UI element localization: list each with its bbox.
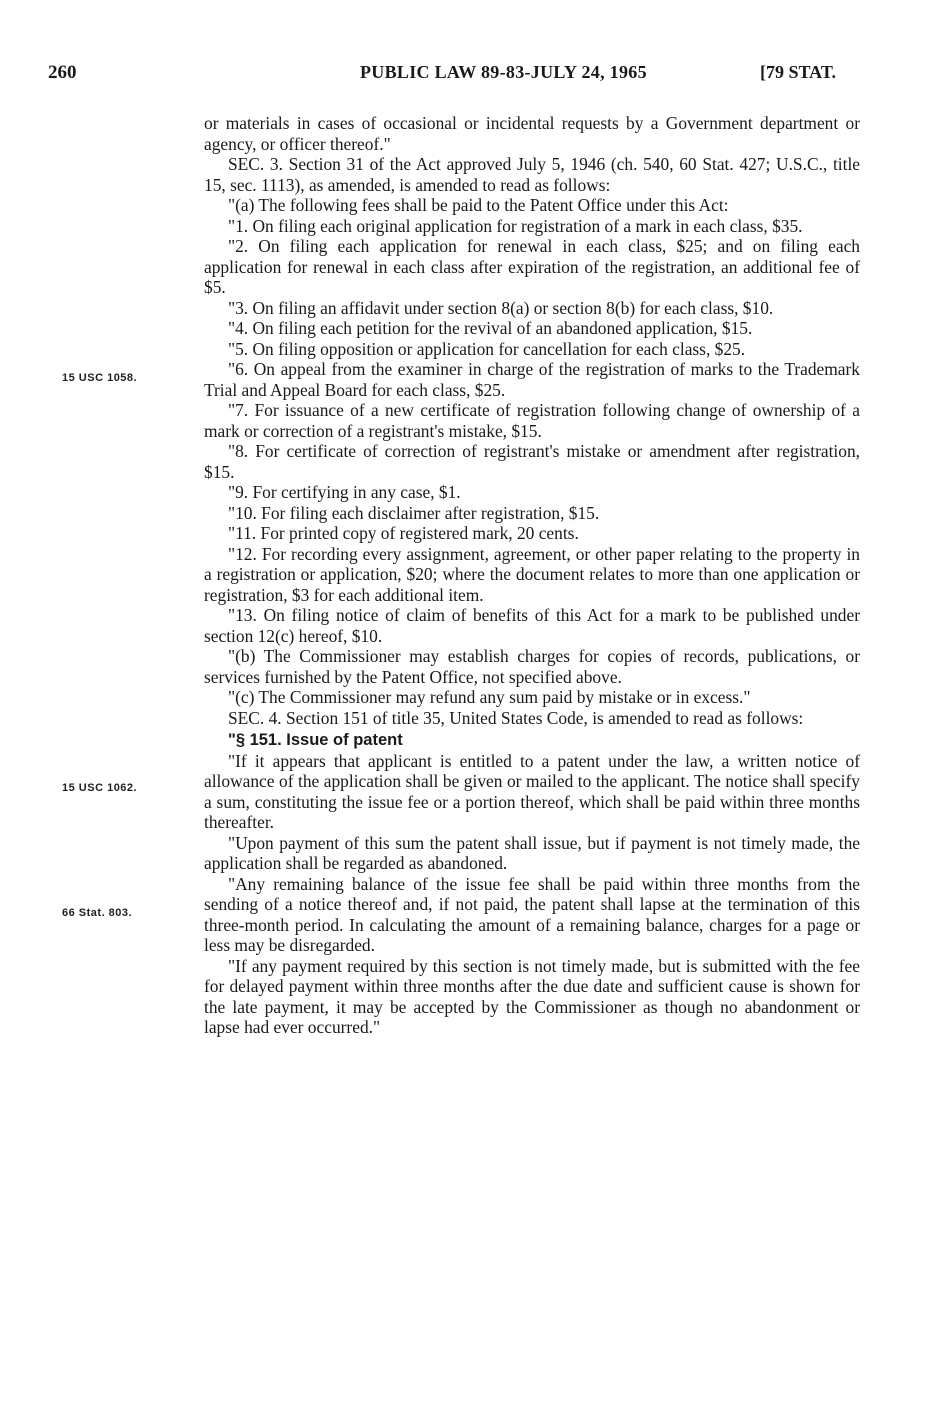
page-number: 260 xyxy=(48,62,77,83)
page-title: PUBLIC LAW 89-83-JULY 24, 1965 xyxy=(360,62,647,82)
fee-item: "2. On filing each application for renewal in each class, $25; and on filing each application for renewal in each class after expiration of the registration, an additional fee of $5. xyxy=(204,236,860,297)
paragraph: "(c) The Commissioner may refund any sum paid by mistake or in excess." xyxy=(228,687,751,707)
section-heading: "§ 151. Issue of patent xyxy=(228,731,403,749)
paragraph: or materials in cases of occasional or incidental requests by a Government department or agency, or officer thereof." xyxy=(204,113,860,154)
volume-reference: [79 STAT. xyxy=(760,62,837,82)
margin-citation-66stat: 66 Stat. 803. xyxy=(62,907,133,919)
margin-citation-1058: 15 USC 1058. xyxy=(62,372,138,384)
fee-item: "4. On filing each petition for the revival of an abandoned application, $15. xyxy=(228,318,753,338)
paragraph: "Any remaining balance of the issue fee shall be paid within three months from the sending of a notice thereof and, if not paid, the patent shall lapse at the termination of this three-month period. In calculating the amount of a remaining balance, charges for a page or less may be disregarded. xyxy=(204,873,860,955)
fee-item: "8. For certificate of correction of registrant's mistake or amendment after registration, $15. xyxy=(204,441,860,482)
paragraph: SEC. 4. Section 151 of title 35, United States Code, is amended to read as follows: xyxy=(228,707,804,728)
paragraph: "If it appears that applicant is entitled to a patent under the law, a written notice of allowance of the application shall be given or mailed to the applicant. The notice shall specify a sum, constituting the issue fee or a portion thereof, which shall be paid within three months thereafter. xyxy=(204,750,860,832)
paragraph: "(a) The following fees shall be paid to the Patent Office under this Act: xyxy=(228,195,729,215)
running-header xyxy=(0,62,944,88)
fee-item: "9. For certifying in any case, $1. xyxy=(228,482,461,502)
fee-item: "7. For issuance of a new certificate of registration following change of ownership of a mark or correction of a registrant's mistake, $15. xyxy=(204,400,860,441)
fee-item: "6. On appeal from the examiner in charge of the registration of marks to the Trademark Trial and Appeal Board for each class, $25. xyxy=(204,359,860,400)
paragraph: "(b) The Commissioner may establish charges for copies of records, publications, or services furnished by the Patent Office, not specified above. xyxy=(204,646,860,687)
fee-item: "3. On filing an affidavit under section 8(a) or section 8(b) for each class, $10. xyxy=(228,297,774,318)
paragraph: "Upon payment of this sum the patent shall issue, but if payment is not timely made, the application shall be regarded as abandoned. xyxy=(204,832,860,873)
paragraph: "If any payment required by this section is not timely made, but is submitted with the fee for delayed payment within three months after the due date and sufficient cause is shown for the late payment, it may be accepted by the Commissioner as though no abandonment or lapse had ever occurred." xyxy=(204,955,860,1037)
fee-item: "5. On filing opposition or application for cancellation for each class, $25. xyxy=(228,338,746,359)
fee-item: "11. For printed copy of registered mark, 20 cents. xyxy=(228,523,579,543)
document-body xyxy=(204,113,860,1038)
margin-citation-1062: 15 USC 1062. xyxy=(62,782,138,794)
fee-item: "12. For recording every assignment, agreement, or other paper relating to the property in a registration or application, $20; where the document relates to more than one application or registration, $3 for each additional item. xyxy=(204,543,860,605)
fee-item: "10. For filing each disclaimer after registration, $15. xyxy=(228,502,600,523)
fee-item: "1. On filing each original application for registration of a mark in each class, $35. xyxy=(228,215,803,236)
fee-item: "13. On filing notice of claim of benefits of this Act for a mark to be published under section 12(c) hereof, $10. xyxy=(204,605,860,646)
paragraph: SEC. 3. Section 31 of the Act approved July 5, 1946 (ch. 540, 60 Stat. 427; U.S.C., title 15, sec. 1113), as amended, is amended to read as follows: xyxy=(204,154,860,195)
